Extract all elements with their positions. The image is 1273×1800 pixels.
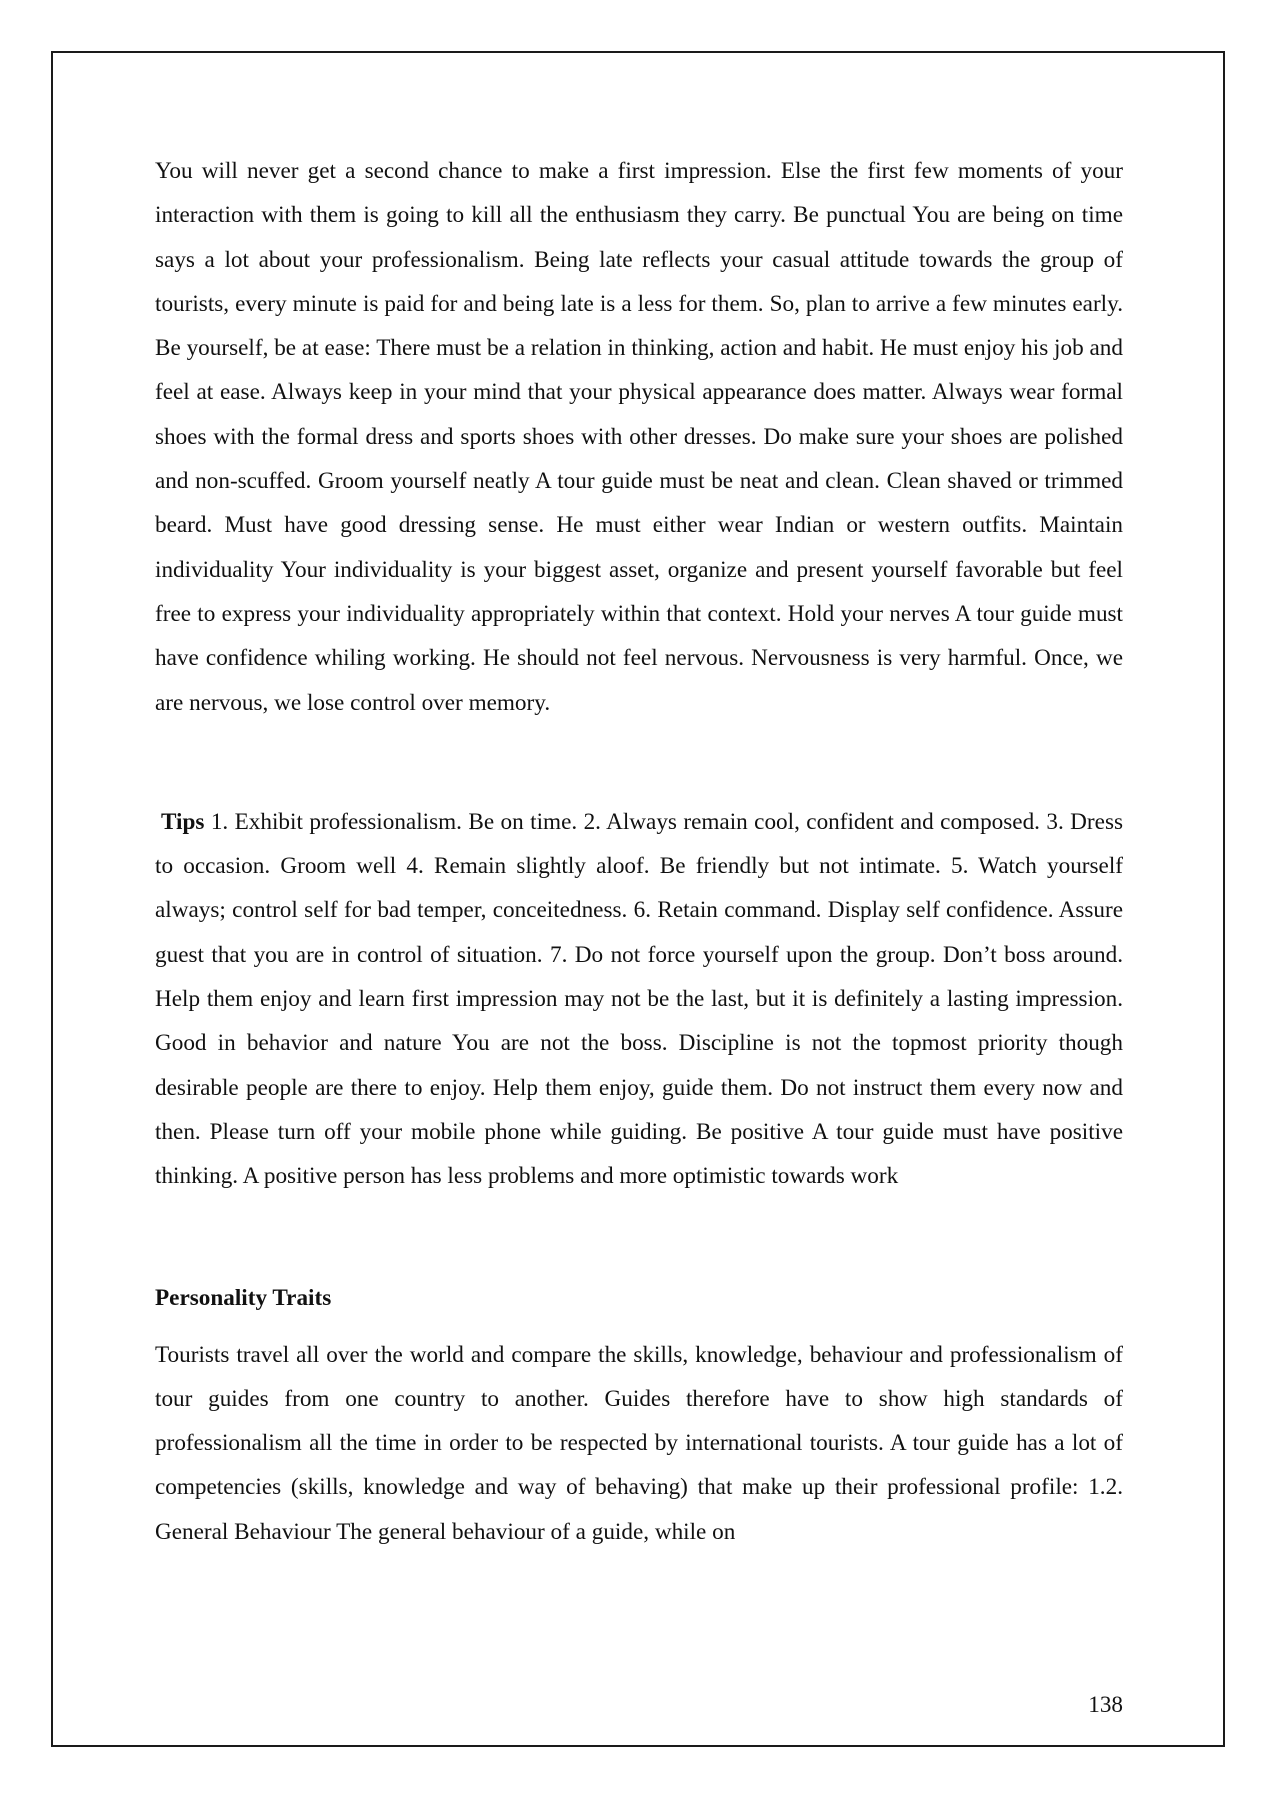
tips-paragraph [155,800,1123,1199]
tips-label: Tips [161,808,205,835]
page-number: 138 [1088,1692,1123,1718]
tips-body: 1. Exhibit professionalism. Be on time. 2. Always remain cool, confident and composed. 3. Dress to occasion. Groom well 4. Remain slightly aloof. Be friendly but not intimate. 5. Watch yourself always; control self for bad temper, conceitedness. 6. Retain command. Display self confidence. Assure guest that you are in control of situation. 7. Do not force yourself upon the group. Don’t boss around. Help them enjoy and learn first impression may not be the last, but it is definitely a lasting impression. Good in behavior and nature You are not the boss. Discipline is not the topmost priority though desirable people are there to enjoy. Help them enjoy, guide them. Do not instruct them every now and then. Please turn off your mobile phone while guiding. Be positive A tour guide must have positive thinking. A positive person has less problems and more optimistic towards work [155,808,1123,1190]
page-content [155,149,1123,1554]
traits-paragraph: Tourists travel all over the world and compare the skills, knowledge, behaviour and professionalism of tour guides from one country to another. Guides therefore have to show high standards of professionalism all the time in order to be respected by international tourists. A tour guide has a lot of competencies (skills, knowledge and way of behaving) that make up their professional profile: 1.2. General Behaviour The general behaviour of a guide, while on [155,1341,1123,1545]
intro-paragraph: You will never get a second chance to make a first impression. Else the first few moments of your interaction with them is going to kill all the enthusiasm they carry. Be punctual You are being on time says a lot about your professionalism. Being late reflects your casual attitude towards the group of tourists, every minute is paid for and being late is a less for them. So, plan to arrive a few minutes early. Be yourself, be at ease: There must be a relation in thinking, action and habit. He must enjoy his job and feel at ease. Always keep in your mind that your physical appearance does matter. Always wear formal shoes with the formal dress and sports shoes with other dresses. Do make sure your shoes are polished and non-scuffed. Groom yourself neatly A tour guide must be neat and clean. Clean shaved or trimmed beard. Must have good dressing sense. He must either wear Indian or western outfits. Maintain individuality Your individuality is your biggest asset, organize and present yourself favorable but feel free to express your individuality appropriately within that context. Hold your nerves A tour guide must have confidence whiling working. He should not feel nervous. Nervousness is very harmful. Once, we are nervous, we lose control over memory. [155,158,1123,716]
section-heading: Personality Traits [155,1284,332,1311]
